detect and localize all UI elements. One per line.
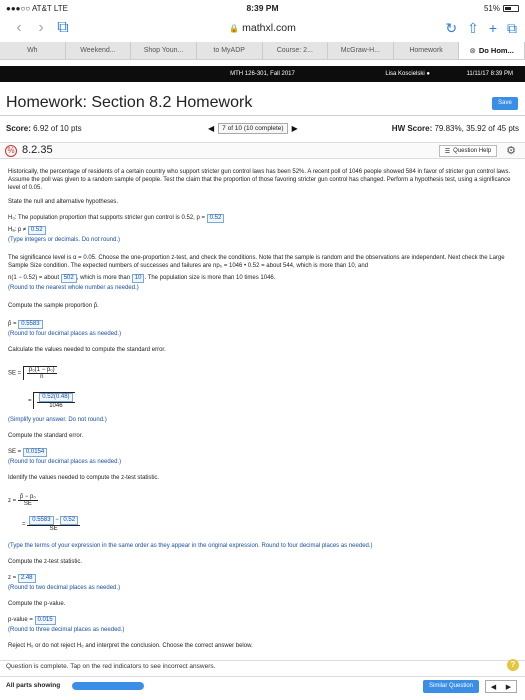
phat-line	[8, 320, 516, 329]
z-fraction-2	[27, 516, 80, 532]
ha-line	[8, 226, 516, 235]
course-date: 11/11/17 8:39 PM	[466, 71, 513, 77]
prev-question-icon[interactable]: ◀	[208, 124, 215, 133]
condition-answer-1[interactable]: 502	[61, 274, 77, 283]
identify-text: Identify the values needed to compute the z-test statistic.	[8, 475, 160, 481]
compute-pv-text: Compute the p-value.	[8, 601, 66, 607]
z-denominator: SE	[23, 501, 32, 507]
se-value-line	[8, 448, 516, 457]
bookmarks-icon[interactable]: ⧉	[57, 19, 69, 36]
gear-icon[interactable]: ⚙	[506, 145, 516, 157]
z-label: z =	[8, 498, 17, 505]
prev-arrow-icon[interactable]: ◀	[490, 683, 497, 691]
pv-answer[interactable]: 0.015	[35, 616, 56, 625]
significance-text: The significance level is α = 0.05. Choose the one-proportion z-test, and check the conditions. Note that the sample is random and the observations are independent. Next check the Large Sample Size condition. The expected numbers of successes and failures are np₀ = 1046 • 0.52 = about 544, which is more than 10, and	[8, 255, 505, 269]
tab-5[interactable]: McGraw-H...	[328, 42, 394, 59]
tab-1[interactable]: Weekend...	[66, 42, 132, 59]
z-substituted	[22, 516, 80, 532]
question-help-label: Question Help	[453, 148, 492, 154]
se-denominator: n	[40, 374, 44, 380]
pv-line	[8, 616, 516, 625]
tab-2[interactable]: Shop Youn...	[131, 42, 197, 59]
condition-text-b: , which is more than	[76, 275, 131, 281]
hw-score-value: 79.83%, 35.92 of 45 pts	[434, 124, 519, 133]
hint-whole: (Round to the nearest whole number as needed.)	[8, 285, 139, 291]
course-bar	[0, 66, 525, 82]
share-icon[interactable]: ⇧	[467, 19, 479, 36]
list-icon: ☰	[444, 148, 451, 155]
se-substituted	[28, 392, 75, 409]
question-help-button[interactable]	[439, 145, 497, 157]
sqrt-symbol	[23, 366, 57, 380]
back-button[interactable]: ‹	[16, 19, 22, 36]
tab-3[interactable]: to MyADP	[197, 42, 263, 59]
compute-phat-text: Compute the sample proportion p̂.	[8, 303, 99, 309]
status-bar	[0, 0, 525, 16]
tab-6[interactable]: Homework	[394, 42, 460, 59]
se-label: SE =	[8, 370, 22, 377]
browser-tabs	[0, 42, 525, 60]
hint-two: (Round to two decimal places as needed.)	[8, 585, 121, 591]
all-parts-label: All parts showing	[6, 682, 61, 689]
bottom-bar	[0, 676, 525, 700]
help-icon[interactable]: ?	[507, 659, 519, 671]
homework-header	[0, 94, 525, 116]
save-button[interactable]: Save	[492, 97, 518, 110]
tab-7[interactable]	[459, 42, 525, 59]
status-time: 8:39 PM	[246, 3, 279, 13]
condition-line	[8, 274, 516, 283]
state-null-text: State the null and alternative hypotheses.	[8, 199, 119, 205]
next-arrow-icon[interactable]: ▶	[505, 683, 512, 691]
equals-sign: =	[28, 398, 32, 405]
battery-icon	[503, 5, 519, 12]
hint-three: (Round to three decimal places as needed.)	[8, 627, 125, 633]
z-formula	[8, 494, 38, 507]
close-tab-icon[interactable]: ⊗	[469, 46, 476, 55]
hint-integers: (Type integers or decimals. Do not round.)	[8, 237, 121, 243]
compute-z-text: Compute the z-test statistic.	[8, 559, 83, 565]
user-icon: ●	[426, 71, 430, 77]
hw-score	[392, 124, 519, 133]
new-tab-icon[interactable]: +	[488, 19, 497, 36]
se-fraction	[27, 367, 57, 380]
address-bar[interactable]	[170, 19, 355, 37]
pv-label: p-value =	[8, 617, 33, 623]
z-phat-answer[interactable]: 0.5583	[29, 516, 53, 525]
ha-operator[interactable]: ≠	[22, 227, 27, 233]
score-value: 6.92 of 10 pts	[33, 124, 82, 133]
incorrect-indicator-icon: %	[5, 145, 17, 157]
lock-icon: 🔒	[229, 23, 240, 33]
condition-text-c: . The population size is more than 10 times 1046.	[144, 275, 276, 281]
next-question-icon[interactable]: ▶	[291, 124, 298, 133]
se-formula	[8, 366, 57, 380]
z-denominator-2: SE	[49, 526, 58, 532]
h0-line	[8, 214, 516, 223]
se-numerator: p₀(1 − p₀)	[28, 367, 55, 373]
minus-sign: −	[55, 517, 59, 523]
battery-percent: 51%	[483, 3, 500, 13]
condition-answer-2[interactable]: 10	[132, 274, 145, 283]
question-nav-arrows	[485, 680, 517, 693]
z-value-line	[8, 574, 516, 583]
user-name: Lisa Koscielski	[385, 71, 425, 77]
score-label: Score:	[6, 124, 31, 133]
carrier-label: ●●●○○ AT&T LTE	[6, 3, 68, 13]
footer-divider	[0, 660, 525, 661]
h0-text: H₀: The population proportion that supports stricter gun control is 0.52, p =	[8, 215, 205, 221]
ha-text: Hₐ: p	[8, 227, 22, 233]
sqrt-symbol-2	[33, 392, 74, 409]
calc-se-text: Calculate the values needed to compute the standard error.	[8, 347, 166, 353]
tab-4[interactable]: Course: 2...	[263, 42, 329, 59]
parts-progress-bar	[72, 682, 144, 690]
url-text: mathxl.com	[242, 22, 296, 34]
progress-fill	[72, 682, 144, 690]
similar-question-button[interactable]: Similar Question	[423, 680, 479, 693]
hw-score-label: HW Score:	[391, 124, 433, 133]
question-select[interactable]: 7 of 10 (10 complete)	[218, 123, 287, 134]
hint-four: (Round to four decimal places as needed.)	[8, 331, 122, 337]
phat-answer[interactable]: 0.5583	[18, 320, 42, 329]
intro-text: Historically, the percentage of residents of a certain country who support stricter gun control laws has been 52%. A recent poll of 1046 people showed 584 in favor of stricter gun control laws. Assume the poll was given to a random sample of people. Test the claim that the proportion of those favoring stricter gun control has changed. Perform a hypothesis test, using a significance level of 0.05.	[8, 169, 511, 191]
hint-terms: (Type the terms of your expression in the same order as they appear in the original expression. Round to four decimal places as needed.)	[8, 543, 373, 549]
z-answer[interactable]: 2.48	[18, 574, 36, 583]
reject-text: Reject H₀ or do not reject H₀ and interpret the conclusion. Choose the correct answer below.	[8, 643, 253, 649]
se-numerator-answer[interactable]: 0.52(0.48)	[39, 393, 72, 402]
question-bar	[0, 142, 525, 159]
tab-0[interactable]: Wh	[0, 42, 66, 59]
z-fraction	[18, 494, 38, 507]
h0-answer[interactable]: 0.52	[207, 214, 225, 223]
question-nav	[208, 123, 298, 134]
course-title: MTH 126-301, Fall 2017	[230, 71, 295, 77]
course-user	[385, 66, 430, 82]
reload-icon[interactable]: ↻	[445, 19, 458, 36]
ha-answer[interactable]: 0.52	[28, 226, 46, 235]
question-number: 8.2.35	[22, 144, 53, 156]
z-numerator-2	[27, 516, 80, 526]
score-info	[6, 124, 82, 133]
equals-sign-2: =	[22, 521, 26, 528]
se-value-label: SE =	[8, 449, 22, 455]
z-value-label: z =	[8, 575, 17, 581]
se-fraction-2	[37, 393, 74, 409]
forward-button[interactable]: ›	[38, 19, 44, 36]
phat-label: p̂ =	[8, 321, 17, 327]
compute-se-text: Compute the standard error.	[8, 433, 84, 439]
hint-four-2: (Round to four decimal places as needed.)	[8, 459, 122, 465]
se-numerator-2	[37, 393, 74, 403]
se-answer[interactable]: 0.0154	[23, 448, 47, 457]
se-denominator-2: 1046	[49, 403, 63, 409]
score-row	[0, 123, 525, 137]
z-numerator: p̂ − p₀	[19, 494, 36, 500]
browser-toolbar	[0, 16, 525, 40]
condition-text-a: n(1 − 0.52) = about	[8, 275, 60, 281]
z-p0-answer[interactable]: 0.52	[60, 516, 78, 525]
tab-7-label: Do Hom...	[478, 46, 514, 55]
complete-message: Question is complete. Tap on the red indicators to see incorrect answers.	[6, 663, 216, 670]
tabs-icon[interactable]: ⧉	[507, 19, 517, 36]
hint-simplify: (Simplify your answer. Do not round.)	[8, 417, 107, 423]
page-title: Homework: Section 8.2 Homework	[6, 94, 253, 111]
